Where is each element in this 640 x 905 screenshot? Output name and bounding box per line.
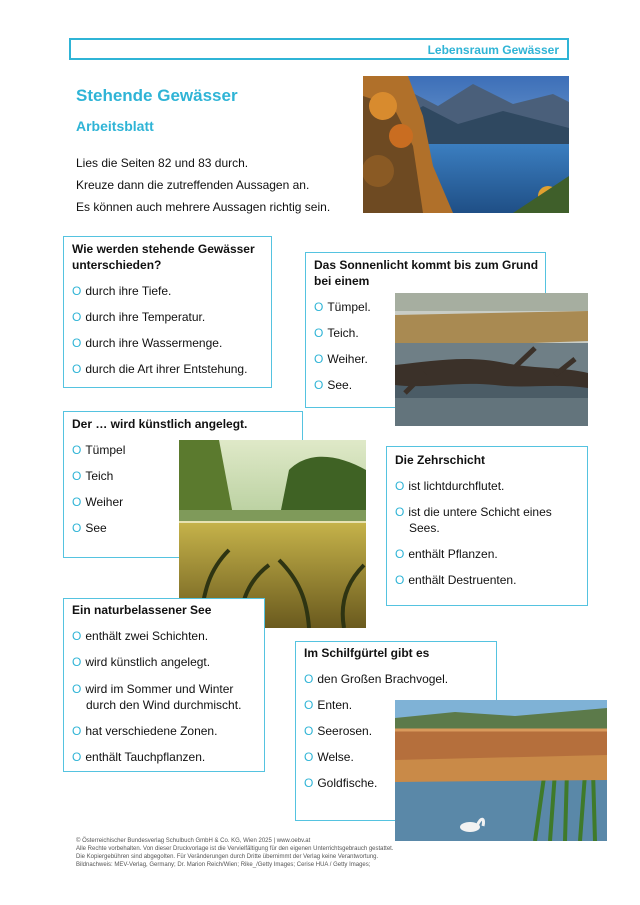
option-checkbox[interactable]: O xyxy=(314,352,324,366)
question-card-gewaesser-unterscheidung xyxy=(63,236,272,388)
intro-line-3: Es können auch mehrere Aussagen richtig sein. xyxy=(76,200,331,214)
option-checkbox[interactable]: O xyxy=(395,505,405,519)
intro-line-2: Kreuze dann die zutreffenden Aussagen an. xyxy=(76,178,310,192)
option-label: See xyxy=(85,521,107,535)
option-label: enthält Tauchpflanzen. xyxy=(85,750,206,764)
option-continuation xyxy=(395,520,440,536)
option-checkbox[interactable]: O xyxy=(314,378,324,392)
option-label: durch den Wind durchmischt. xyxy=(86,698,242,712)
option-checkbox[interactable]: O xyxy=(314,326,324,340)
option-label: Teich. xyxy=(327,326,359,340)
option-row[interactable] xyxy=(304,671,448,687)
footer-rights: Alle Rechte vorbehalten. Von dieser Druckvorlage ist die Vervielfältigung für den eigenen Unterrichtsgebrauch gestattet. xyxy=(76,846,394,852)
question-line: Der … wird künstlich angelegt. xyxy=(72,417,248,431)
option-checkbox[interactable]: O xyxy=(304,750,314,764)
question-text xyxy=(72,416,247,432)
option-label: See. xyxy=(327,378,353,392)
option-label: enthält zwei Schichten. xyxy=(85,629,209,643)
option-checkbox[interactable]: O xyxy=(72,443,82,457)
option-label: Weiher. xyxy=(327,352,368,366)
option-checkbox[interactable]: O xyxy=(304,698,314,712)
page-title: Stehende Gewässer xyxy=(76,86,238,105)
page-subtitle: Arbeitsblatt xyxy=(76,118,154,134)
option-label: Sees. xyxy=(409,521,440,535)
option-label: ist lichtdurchflutet. xyxy=(408,479,505,493)
option-row[interactable] xyxy=(314,377,352,393)
option-label: durch ihre Tiefe. xyxy=(85,284,172,298)
option-checkbox[interactable]: O xyxy=(304,724,314,738)
option-checkbox[interactable]: O xyxy=(72,495,82,509)
option-row[interactable] xyxy=(72,628,208,644)
option-row[interactable] xyxy=(72,283,171,299)
option-row[interactable] xyxy=(314,351,368,367)
question-card-naturbelassener-see xyxy=(63,598,265,772)
question-text xyxy=(314,257,538,289)
option-row[interactable] xyxy=(304,775,377,791)
option-label: Teich xyxy=(85,469,114,483)
option-checkbox[interactable]: O xyxy=(395,573,405,587)
question-text xyxy=(395,452,485,468)
option-row[interactable] xyxy=(72,494,123,510)
question-line: Wie werden stehende Gewässer xyxy=(72,242,255,256)
option-label: wird künstlich angelegt. xyxy=(85,655,211,669)
header-title: Lebensraum Gewässer xyxy=(427,43,559,57)
option-row[interactable] xyxy=(72,309,205,325)
option-checkbox[interactable]: O xyxy=(72,682,82,696)
question-line: unterschieden? xyxy=(72,258,162,272)
option-checkbox[interactable]: O xyxy=(72,629,82,643)
option-checkbox[interactable]: O xyxy=(72,750,82,764)
option-label: durch ihre Wassermenge. xyxy=(85,336,223,350)
option-label: Seerosen. xyxy=(317,724,373,738)
option-checkbox[interactable]: O xyxy=(72,469,82,483)
option-row[interactable] xyxy=(72,749,205,765)
option-row[interactable] xyxy=(314,299,371,315)
option-row[interactable] xyxy=(395,478,504,494)
option-checkbox[interactable]: O xyxy=(72,284,82,298)
option-label: durch die Art ihrer Entstehung. xyxy=(85,362,248,376)
option-label: Welse. xyxy=(317,750,354,764)
question-line: bei einem xyxy=(314,274,370,288)
photo-mountain-lake xyxy=(363,76,569,213)
photo-reed-belt xyxy=(395,700,607,841)
option-row[interactable] xyxy=(72,520,107,536)
option-checkbox[interactable]: O xyxy=(304,776,314,790)
option-checkbox[interactable]: O xyxy=(72,336,82,350)
option-label: hat verschiedene Zonen. xyxy=(85,724,218,738)
option-label: enthält Pflanzen. xyxy=(408,547,498,561)
question-text xyxy=(72,241,255,273)
footer-image-credits: Bildnachweis: MEV-Verlag, Germany; Dr. Marion Reich/Wien; Rike_/Getty Images; Cerise HUA / Getty Images; xyxy=(76,862,371,868)
option-checkbox[interactable]: O xyxy=(395,479,405,493)
option-row[interactable] xyxy=(72,723,217,739)
option-checkbox[interactable]: O xyxy=(314,300,324,314)
option-label: enthält Destruenten. xyxy=(408,573,517,587)
question-card-zehrschicht xyxy=(386,446,588,606)
option-label: Tümpel xyxy=(85,443,126,457)
option-row[interactable] xyxy=(72,361,247,377)
option-row[interactable] xyxy=(304,723,372,739)
question-text xyxy=(72,602,211,618)
option-label: den Großen Brachvogel. xyxy=(317,672,449,686)
option-row[interactable] xyxy=(72,681,233,697)
option-row[interactable] xyxy=(314,325,359,341)
footer-copyright: © Österreichischer Bundesverlag Schulbuch GmbH & Co. KG, Wien 2025 | www.oebv.at xyxy=(76,838,311,844)
option-row[interactable] xyxy=(72,335,222,351)
header-bar xyxy=(69,38,569,60)
question-line: Ein naturbelassener See xyxy=(72,603,212,617)
option-checkbox[interactable]: O xyxy=(395,547,405,561)
option-checkbox[interactable]: O xyxy=(72,362,82,376)
option-label: ist die untere Schicht eines xyxy=(408,505,552,519)
option-checkbox[interactable]: O xyxy=(72,655,82,669)
option-row[interactable] xyxy=(395,504,552,520)
option-row[interactable] xyxy=(395,546,498,562)
option-label: Goldfische. xyxy=(317,776,378,790)
option-label: Weiher xyxy=(85,495,124,509)
option-checkbox[interactable]: O xyxy=(304,672,314,686)
option-row[interactable] xyxy=(72,654,210,670)
option-label: Enten. xyxy=(317,698,353,712)
option-row[interactable] xyxy=(72,468,113,484)
question-line: Im Schilfgürtel gibt es xyxy=(304,646,430,660)
intro-line-1: Lies die Seiten 82 und 83 durch. xyxy=(76,156,249,170)
question-line: Das Sonnenlicht kommt bis zum Grund xyxy=(314,258,539,272)
option-continuation xyxy=(72,697,241,713)
option-row[interactable] xyxy=(72,442,125,458)
option-label: Tümpel. xyxy=(327,300,371,314)
option-label: wird im Sommer und Winter xyxy=(85,682,234,696)
photo-pond-log xyxy=(395,293,588,426)
option-row[interactable] xyxy=(304,749,354,765)
option-row[interactable] xyxy=(304,697,352,713)
footer-fees: Die Kopiergebühren sind abgegolten. Für Veränderungen durch Dritte übernimmt der Verlag keine Verantwortung. xyxy=(76,854,379,860)
option-checkbox[interactable]: O xyxy=(72,521,82,535)
question-text xyxy=(304,645,429,661)
option-label: durch ihre Temperatur. xyxy=(85,310,206,324)
option-checkbox[interactable]: O xyxy=(72,310,82,324)
option-checkbox[interactable]: O xyxy=(72,724,82,738)
option-row[interactable] xyxy=(395,572,516,588)
question-line: Die Zehrschicht xyxy=(395,453,486,467)
